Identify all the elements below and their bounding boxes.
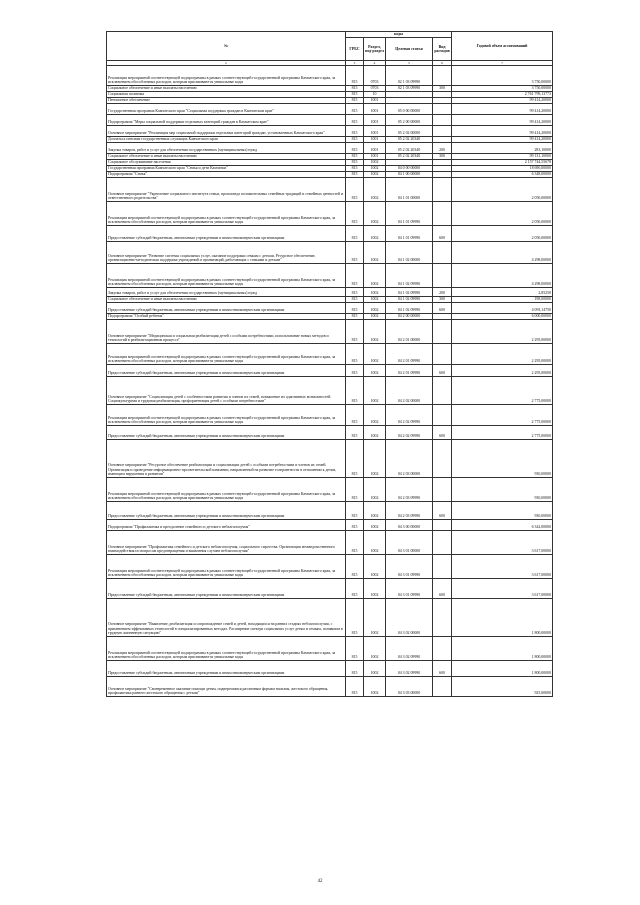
row-sum-cell: 6 348,00000: [452, 172, 553, 178]
table-row: [107, 405, 553, 426]
row-grbs-cell: 815: [346, 92, 364, 98]
row-name-cell: Предоставление субсидий бюджетным, автономным учреждениям и иным некоммерческим организациям: [107, 579, 346, 599]
row-sum-cell: 925,00000: [452, 677, 553, 697]
row-vid-cell: 600: [433, 426, 452, 440]
row-razdel-cell: 1002: [364, 344, 386, 365]
row-razdel-cell: 1002: [364, 202, 386, 226]
row-name-cell: Социальное обеспечение и иные выплаты населению: [107, 86, 346, 92]
row-vid-cell: [433, 637, 452, 661]
row-sum-cell: 1 800,00000: [452, 599, 553, 637]
table-row: [107, 661, 553, 677]
row-grbs-cell: 815: [346, 478, 364, 502]
row-target-cell: 02 1 03 09990: [386, 86, 433, 92]
row-grbs-cell: 815: [346, 143, 364, 154]
row-vid-cell: [433, 66, 452, 86]
row-sum-cell: 930,00000: [452, 440, 553, 478]
row-name-cell: Основное мероприятие "Укрепление социального института семьи, пропаганда положительных семейных традиций и семейных ценностей и ответственного родительства": [107, 178, 346, 202]
row-sum-cell: 930,00000: [452, 478, 553, 502]
row-vid-cell: 600: [433, 502, 452, 520]
row-razdel-cell: 1001: [364, 115, 386, 126]
row-vid-cell: [433, 115, 452, 126]
row-vid-cell: 600: [433, 365, 452, 377]
row-target-cell: 04 3 02 09990: [386, 661, 433, 677]
row-grbs-cell: 815: [346, 555, 364, 579]
row-name-cell: Реализация мероприятий соответствующей подпрограммы в рамках соответствующей государственной программы Камчатского края, за исключением обособленных расходов, которым присваиваются уникальные коды: [107, 637, 346, 661]
row-name-cell: Социальная политика: [107, 92, 346, 98]
row-razdel-cell: 1002: [364, 440, 386, 478]
row-name-cell: Подпрограмма "Семья": [107, 172, 346, 178]
row-grbs-cell: 815: [346, 172, 364, 178]
row-grbs-cell: 815: [346, 303, 364, 314]
row-name-cell: Доплаты к пенсиям государственных служащих Камчатского края: [107, 137, 346, 143]
row-razdel-cell: 1002: [364, 426, 386, 440]
row-razdel-cell: 0703: [364, 86, 386, 92]
table-row: [107, 579, 553, 599]
row-sum-cell: 2 050,00000: [452, 226, 553, 242]
row-target-cell: 04 2 03 09990: [386, 478, 433, 502]
row-vid-cell: [433, 178, 452, 202]
row-name-cell: Государственная программа Камчатского края "Семья и дети Камчатки": [107, 166, 346, 172]
row-vid-cell: [433, 677, 452, 697]
row-name-cell: Предоставление субсидий бюджетным, автономным учреждениям и иным некоммерческим организациям: [107, 303, 346, 314]
row-razdel-cell: 1002: [364, 303, 386, 314]
row-sum-cell: 2 775,00000: [452, 426, 553, 440]
row-razdel-cell: 1001: [364, 143, 386, 154]
row-razdel-cell: 1002: [364, 314, 386, 320]
table-row: [107, 202, 553, 226]
row-name-cell: Основное мероприятие "Развитие системы социальных услуг, оказание поддержки семьям с детьми. Ресурсное обеспечение, организационно-методическая поддержка учреждений и организаций, работающих с семьями и детьми": [107, 242, 346, 264]
row-grbs-cell: 815: [346, 637, 364, 661]
row-razdel-cell: 1002: [364, 599, 386, 637]
row-razdel-cell: 1002: [364, 579, 386, 599]
row-grbs-cell: 815: [346, 202, 364, 226]
row-razdel-cell: 1002: [364, 478, 386, 502]
row-vid-cell: [433, 599, 452, 637]
row-razdel-cell: 1002: [364, 264, 386, 288]
row-sum-cell: 99 414,20000: [452, 98, 553, 104]
row-grbs-cell: 815: [346, 137, 364, 143]
row-sum-cell: 3 617,00000: [452, 555, 553, 579]
row-target-cell: 04 1 02 00000: [386, 242, 433, 264]
index-cell-1: 2: [107, 61, 346, 66]
table-row: [107, 440, 553, 478]
row-vid-cell: 600: [433, 661, 452, 677]
budget-table: [106, 31, 553, 697]
row-grbs-cell: 815: [346, 377, 364, 405]
row-grbs-cell: 815: [346, 677, 364, 697]
row-name-cell: Основное мероприятие "Своевременное оказание помощи детям, подвергшимся различным формам насилия, жестокого обращения, профилактика раннего жестокого обращения с детьми": [107, 677, 346, 697]
row-target-cell: 04 0 00 00000: [386, 166, 433, 172]
index-cell-5: 5: [386, 61, 433, 66]
row-razdel-cell: 1002: [364, 172, 386, 178]
row-grbs-cell: 815: [346, 226, 364, 242]
header-razdel: Раздел, под-раздел: [364, 38, 386, 61]
header-grbs: ГРБС: [346, 38, 364, 61]
row-vid-cell: 300: [433, 154, 452, 160]
row-sum-cell: 3 750,00000: [452, 86, 553, 92]
row-name-cell: Реализация мероприятий соответствующей подпрограммы в рамках соответствующей государственной программы Камчатского края, за исключением обособленных расходов, которым присваиваются уникальные коды: [107, 405, 346, 426]
row-vid-cell: 600: [433, 303, 452, 314]
row-grbs-cell: 815: [346, 531, 364, 555]
row-sum-cell: 3 750,00000: [452, 66, 553, 86]
row-name-cell: Реализация мероприятий соответствующей подпрограммы в рамках соответствующей государственной программы Камчатского края, за исключением обособленных расходов, которым присваиваются уникальные коды: [107, 344, 346, 365]
table-row: [107, 264, 553, 288]
table-row: [107, 226, 553, 242]
row-grbs-cell: 815: [346, 365, 364, 377]
row-vid-cell: 600: [433, 579, 452, 599]
row-target-cell: 04 1 00 00000: [386, 172, 433, 178]
row-grbs-cell: 815: [346, 599, 364, 637]
row-razdel-cell: 1001: [364, 126, 386, 137]
row-target-cell: 04 1 01 09990: [386, 226, 433, 242]
row-grbs-cell: 815: [346, 178, 364, 202]
row-name-cell: Основное мероприятие "Ресурсное обеспечение реабилитации и социализации детей с особыми потребностями и членов их семей. Организация и проведение информационно-просветительской кампании, направленной на развитие толерантности в отношении к детям, имеющим нарушения в развитии": [107, 440, 346, 478]
row-razdel-cell: 1002: [364, 160, 386, 166]
row-razdel-cell: 1002: [364, 405, 386, 426]
budget-table-page: [106, 31, 552, 697]
table-row: [107, 377, 553, 405]
row-razdel-cell: 1002: [364, 661, 386, 677]
row-target-cell: 05 2 02 20340: [386, 137, 433, 143]
row-name-cell: Основное мероприятие "Социализация детей с особенностями развития и членов их семей, повышение их адаптивных возможностей. Социокультурная и трудовая реабилитация, профориентация детей с особыми потребностями": [107, 377, 346, 405]
row-name-cell: Предоставление субсидий бюджетным, автономным учреждениям и иным некоммерческим организациям: [107, 502, 346, 520]
row-grbs-cell: 815: [346, 115, 364, 126]
row-vid-cell: [433, 242, 452, 264]
row-name-cell: Государственная программа Камчатского края "Социальная поддержка граждан в Камчатском крае": [107, 104, 346, 115]
row-razdel-cell: 1002: [364, 502, 386, 520]
row-grbs-cell: 815: [346, 160, 364, 166]
row-sum-cell: 99 414,20000: [452, 104, 553, 115]
row-sum-cell: 1 800,00000: [452, 661, 553, 677]
table-row: [107, 178, 553, 202]
row-grbs-cell: 815: [346, 502, 364, 520]
row-razdel-cell: 1002: [364, 637, 386, 661]
table-row: [107, 126, 553, 137]
row-target-cell: 04 3 03 00000: [386, 677, 433, 697]
table-row: [107, 115, 553, 126]
table-row: [107, 478, 553, 502]
row-vid-cell: 600: [433, 226, 452, 242]
row-sum-cell: 1 800,00000: [452, 637, 553, 661]
row-grbs-cell: 815: [346, 98, 364, 104]
row-vid-cell: 200: [433, 288, 452, 297]
row-razdel-cell: 0703: [364, 66, 386, 86]
table-row: [107, 242, 553, 264]
row-grbs-cell: 815: [346, 405, 364, 426]
row-name-cell: Предоставление субсидий бюджетным, автономным учреждениям и иным некоммерческим организациям: [107, 661, 346, 677]
row-razdel-cell: 1002: [364, 297, 386, 303]
table-row: [107, 599, 553, 637]
row-vid-cell: [433, 440, 452, 478]
row-grbs-cell: 815: [346, 440, 364, 478]
row-grbs-cell: 815: [346, 242, 364, 264]
page-number: 42: [317, 879, 323, 884]
row-name-cell: Реализация мероприятий соответствующей подпрограммы в рамках соответствующей государственной программы Камчатского края, за исключением обособленных расходов, которым присваиваются уникальные коды: [107, 66, 346, 86]
row-sum-cell: 2 050,00000: [452, 202, 553, 226]
row-target-cell: 04 2 01 09990: [386, 344, 433, 365]
index-cell-4: 4: [364, 61, 386, 66]
row-vid-cell: [433, 555, 452, 579]
row-target-cell: 04 2 02 09990: [386, 426, 433, 440]
row-sum-cell: 4 298,00000: [452, 264, 553, 288]
row-sum-cell: 3 617,00000: [452, 579, 553, 599]
row-razdel-cell: 1002: [364, 178, 386, 202]
row-razdel-cell: 1001: [364, 104, 386, 115]
header-vid: Вид расходов: [433, 38, 452, 61]
row-sum-cell: 4 298,00000: [452, 242, 553, 264]
row-razdel-cell: 1002: [364, 377, 386, 405]
row-name-cell: Реализация мероприятий соответствующей подпрограммы в рамках соответствующей государственной программы Камчатского края, за исключением обособленных расходов, которым присваиваются уникальные коды: [107, 202, 346, 226]
row-vid-cell: [433, 478, 452, 502]
row-razdel-cell: 1002: [364, 555, 386, 579]
row-sum-cell: 930,00000: [452, 502, 553, 520]
table-row: [107, 344, 553, 365]
row-name-cell: Пенсионное обеспечение: [107, 98, 346, 104]
row-vid-cell: [433, 520, 452, 531]
header-annual: Годовой объем ассигнований: [452, 32, 553, 61]
row-target-cell: 04 3 01 09990: [386, 579, 433, 599]
row-razdel-cell: 1002: [364, 531, 386, 555]
row-name-cell: Предоставление субсидий бюджетным, автономным учреждениям и иным некоммерческим организациям: [107, 426, 346, 440]
row-target-cell: 05 0 00 00000: [386, 104, 433, 115]
table-row: [107, 66, 553, 86]
index-cell-7: 7: [452, 61, 553, 66]
row-target-cell: 04 2 02 09990: [386, 405, 433, 426]
table-row: [107, 637, 553, 661]
row-target-cell: 04 3 02 00000: [386, 599, 433, 637]
table-row: [107, 104, 553, 115]
row-grbs-cell: 815: [346, 426, 364, 440]
row-sum-cell: 2 050,00000: [452, 178, 553, 202]
row-name-cell: Предоставление субсидий бюджетным, автономным учреждениям и иным некоммерческим организациям: [107, 226, 346, 242]
row-target-cell: 04 2 02 00000: [386, 377, 433, 405]
row-target-cell: 04 2 03 00000: [386, 440, 433, 478]
row-name-cell: Основное мероприятие "Профилактика семейного и детского неблагополучия, социального сиротства. Организация межведомственного взаимодействия по вопросам предотвращения и выявления случаев неблагополучия": [107, 531, 346, 555]
row-target-cell: 04 1 02 09990: [386, 297, 433, 303]
row-vid-cell: [433, 264, 452, 288]
row-sum-cell: 2 761 799,13773: [452, 92, 553, 98]
row-sum-cell: 99 414,20000: [452, 126, 553, 137]
row-grbs-cell: 815: [346, 520, 364, 531]
row-name-cell: Основное мероприятие "Реализация мер социальной поддержки отдельных категорий граждан, установленных Камчатского края": [107, 126, 346, 137]
row-target-cell: 05 2 02 20340: [386, 154, 433, 160]
row-target-cell: 04 3 01 09990: [386, 555, 433, 579]
row-sum-cell: 18 690,00000: [452, 166, 553, 172]
row-sum-cell: 2 775,00000: [452, 377, 553, 405]
row-vid-cell: 200: [433, 143, 452, 154]
row-target-cell: 05 2 02 20340: [386, 143, 433, 154]
row-target-cell: 02 1 03 09990: [386, 66, 433, 86]
index-cell-3: 3: [346, 61, 364, 66]
row-sum-cell: 2 295,00000: [452, 365, 553, 377]
row-name-cell: Подпрограмма "Особый ребенок": [107, 314, 346, 320]
row-vid-cell: [433, 531, 452, 555]
row-name-cell: Реализация мероприятий соответствующей подпрограммы в рамках соответствующей государственной программы Камчатского края, за исключением обособленных расходов, которым присваиваются уникальные коды: [107, 478, 346, 502]
table-row: [107, 531, 553, 555]
row-razdel-cell: 1001: [364, 137, 386, 143]
row-sum-cell: 6 000,00000: [452, 314, 553, 320]
row-grbs-cell: 815: [346, 297, 364, 303]
row-grbs-cell: 815: [346, 264, 364, 288]
row-sum-cell: 2 157 744,55678: [452, 160, 553, 166]
row-razdel-cell: 1001: [364, 154, 386, 160]
row-razdel-cell: 1002: [364, 677, 386, 697]
row-name-cell: Предоставление субсидий бюджетным, автономным учреждениям и иным некоммерческим организациям: [107, 365, 346, 377]
row-vid-cell: [433, 377, 452, 405]
row-name-cell: Реализация мероприятий соответствующей подпрограммы в рамках соответствующей государственной программы Камчатского края, за исключением обособленных расходов, которым присваиваются уникальные коды: [107, 264, 346, 288]
row-sum-cell: 4 093,14750: [452, 303, 553, 314]
row-razdel-cell: 1002: [364, 365, 386, 377]
row-target-cell: 05 2 00 00000: [386, 115, 433, 126]
row-grbs-cell: 815: [346, 104, 364, 115]
row-vid-cell: [433, 344, 452, 365]
row-vid-cell: [433, 126, 452, 137]
row-target-cell: 04 2 00 00000: [386, 314, 433, 320]
row-grbs-cell: 815: [346, 661, 364, 677]
row-target-cell: 05 2 02 00000: [386, 126, 433, 137]
row-sum-cell: 2 295,00000: [452, 320, 553, 344]
row-vid-cell: 300: [433, 86, 452, 92]
row-vid-cell: [433, 104, 452, 115]
row-vid-cell: [433, 405, 452, 426]
row-target-cell: 04 1 01 00000: [386, 178, 433, 202]
row-grbs-cell: 815: [346, 314, 364, 320]
table-row: [107, 677, 553, 697]
row-name-cell: Закупка товаров, работ и услуг для обеспечения государственных (муниципальных) нужд: [107, 143, 346, 154]
row-razdel-cell: 1002: [364, 288, 386, 297]
table-row: [107, 143, 553, 154]
row-sum-cell: 283,10000: [452, 143, 553, 154]
header-number: №: [107, 32, 346, 61]
header-codes: коды: [346, 32, 452, 38]
row-name-cell: Социальное обеспечение и иные выплаты населению: [107, 297, 346, 303]
row-target-cell: 04 1 01 09990: [386, 202, 433, 226]
row-sum-cell: 3 617,00000: [452, 531, 553, 555]
row-name-cell: Закупка товаров, работ и услуг для обеспечения государственных (муниципальных) нужд: [107, 288, 346, 297]
row-grbs-cell: 815: [346, 66, 364, 86]
table-row: [107, 502, 553, 520]
row-razdel-cell: 1002: [364, 320, 386, 344]
header-target: Целевая статья: [386, 38, 433, 61]
row-sum-cell: 2 295,00000: [452, 344, 553, 365]
row-target-cell: 04 3 02 09990: [386, 637, 433, 661]
row-sum-cell: 99 131,10000: [452, 154, 553, 160]
row-target-cell: 04 2 01 00000: [386, 320, 433, 344]
row-name-cell: Основное мероприятие "Медицинская и социальная реабилитация детей с особыми потребностями, использование новых методов и технологий в реабилитационном процессе": [107, 320, 346, 344]
row-name-cell: Социальное обслуживание населения: [107, 160, 346, 166]
row-razdel-cell: 1002: [364, 166, 386, 172]
row-target-cell: 04 3 00 00000: [386, 520, 433, 531]
row-name-cell: Основное мероприятие "Выявление, реабилитация и сопровождение семей и детей, находящихся на ранних стадиях неблагополучия, с применением эффективных технологий в специализированных методах. Расширение спектра социальных услуг детям и семьям, попавшим в трудную жизненную ситуацию": [107, 599, 346, 637]
row-name-cell: Подпрограмма "Профилактика и преодоление семейного и детского неблагополучия": [107, 520, 346, 531]
row-sum-cell: 99 414,20000: [452, 137, 553, 143]
row-razdel-cell: 10: [364, 92, 386, 98]
table-row: [107, 320, 553, 344]
table-row: [107, 303, 553, 314]
index-cell-6: 6: [433, 61, 452, 66]
row-grbs-cell: 815: [346, 86, 364, 92]
row-grbs-cell: 815: [346, 320, 364, 344]
row-vid-cell: [433, 202, 452, 226]
row-sum-cell: 6 342,00000: [452, 520, 553, 531]
row-grbs-cell: 815: [346, 126, 364, 137]
table-row: [107, 520, 553, 531]
row-vid-cell: 300: [433, 297, 452, 303]
row-grbs-cell: 815: [346, 344, 364, 365]
row-grbs-cell: 815: [346, 166, 364, 172]
row-razdel-cell: 1002: [364, 226, 386, 242]
row-sum-cell: 2 775,00000: [452, 405, 553, 426]
row-grbs-cell: 815: [346, 154, 364, 160]
row-target-cell: 04 1 02 09990: [386, 264, 433, 288]
row-target-cell: 04 3 01 00000: [386, 531, 433, 555]
table-row: [107, 365, 553, 377]
row-target-cell: 04 1 02 09990: [386, 303, 433, 314]
row-target-cell: 04 1 02 09990: [386, 288, 433, 297]
row-sum-cell: 99 414,20000: [452, 115, 553, 126]
row-grbs-cell: 815: [346, 579, 364, 599]
row-vid-cell: [433, 320, 452, 344]
row-target-cell: 04 2 01 09990: [386, 365, 433, 377]
row-sum-cell: 198,00000: [452, 297, 553, 303]
row-name-cell: Реализация мероприятий соответствующей подпрограммы в рамках соответствующей государственной программы Камчатского края, за исключением обособленных расходов, которым присваиваются уникальные коды: [107, 555, 346, 579]
row-name-cell: Социальное обеспечение и иные выплаты населению: [107, 154, 346, 160]
row-name-cell: Подпрограмма "Меры социальной поддержки отдельных категорий граждан в Камчатском крае": [107, 115, 346, 126]
table-row: [107, 426, 553, 440]
row-sum-cell: 2,85250: [452, 288, 553, 297]
table-row: [107, 555, 553, 579]
row-razdel-cell: 1002: [364, 520, 386, 531]
row-target-cell: 04 2 03 09990: [386, 502, 433, 520]
row-grbs-cell: 815: [346, 288, 364, 297]
row-razdel-cell: 1002: [364, 242, 386, 264]
row-razdel-cell: 1001: [364, 98, 386, 104]
table-row: [107, 288, 553, 297]
